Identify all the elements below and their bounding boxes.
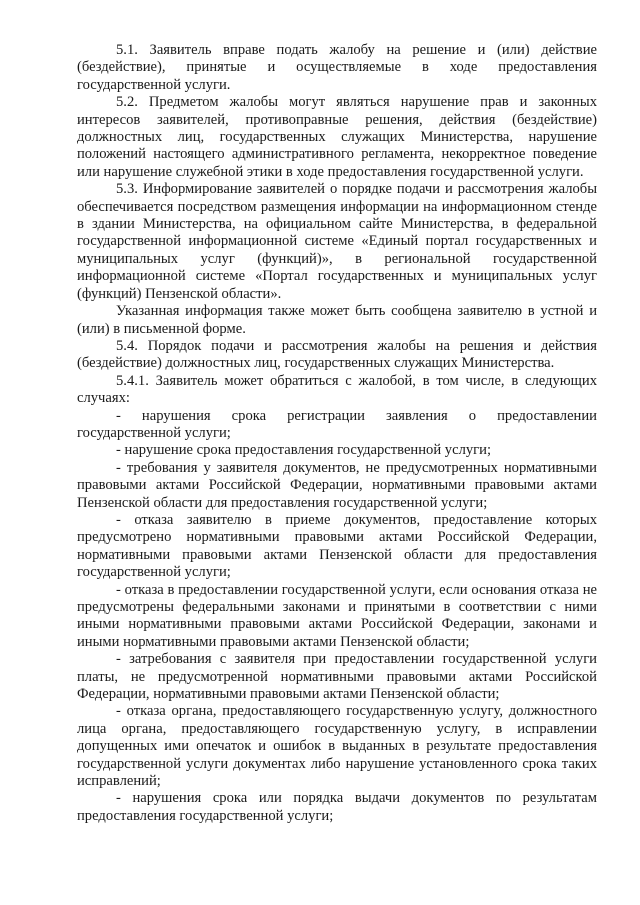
list-item-payment-demand: - затребования с заявителя при предоставлении государственной услуги платы, не предусмотренной нормативными правовыми актами Российской Федерации, нормативными правовыми актами Пензенской области; [77,651,597,703]
list-item-document-refusal: - отказа заявителю в приеме документов, предоставление которых предусмотрено нормативными правовыми актами Российской Федерации, нормативными правовыми актами Пензенской области для предоставления государственной услуги; [77,511,597,581]
paragraph-5-4-1: 5.4.1. Заявитель может обратиться с жалобой, в том числе, в следующих случаях: [77,372,597,407]
paragraph-5-3-note: Указанная информация также может быть сообщена заявителю в устной и (или) в письменной форме. [77,303,597,337]
list-item-service-deadline: - нарушение срока предоставления государственной услуги; [116,442,492,459]
list-item-extra-documents: - требования у заявителя документов, не предусмотренных нормативными правовыми актами Российской Федерации, нормативными правовыми актами Пензенской области для предоставления государственной услуги; [77,459,597,511]
paragraph-5-1: 5.1. Заявитель вправе подать жалобу на решение и (или) действие (бездействие), принятые и осуществляемые в ходе предоставления государственной услуги. [77,42,597,93]
list-item-issuance-violation: - нарушения срока или порядка выдачи документов по результатам предоставления государственной услуги; [77,790,597,824]
list-item-registration-deadline: - нарушения срока регистрации заявления о предоставлении государственной услуги; [77,407,597,441]
paragraph-5-3: 5.3. Информирование заявителей о порядке подачи и рассмотрения жалобы обеспечивается посредством размещения информации на информационном стенде в здании Министерства, на официальном сайте Министерства, в федеральной государственной информационной системе «Единый портал государственных и муниципальных услуг (функций)», в региональной государственной информационной системе «Портал государственных и муниципальных услуг (функций) Пензенской области». [77,181,597,302]
document-page [77,42,597,825]
list-item-service-refusal: - отказа в предоставлении государственной услуги, если основания отказа не предусмотрены федеральными законами и принятыми в соответствии с ними иными нормативными правовыми актами Российской Федерации, законами и иными нормативными правовыми актами Пензенской области; [77,581,597,650]
list-item-correction-refusal: - отказа органа, предоставляющего государственную услугу, должностного лица органа, предоставляющего государственную услугу, в исправлении допущенных ими опечаток и ошибок в выданных в результате предоставления государственной услуги документах либо нарушение установленного срока таких исправлений; [77,703,597,790]
paragraph-5-2: 5.2. Предметом жалобы могут являться нарушение прав и законных интересов заявителей, противоправные решения, действия (бездействие) должностных лиц, государственных служащих Министерства, нарушение положений настоящего административного регламента, некорректное поведение или нарушение служебной этики в ходе предоставления государственной услуги. [77,94,597,180]
paragraph-5-4: 5.4. Порядок подачи и рассмотрения жалобы на решения и действия (бездействие) должностных лиц, государственных служащих Министерства. [77,337,597,372]
